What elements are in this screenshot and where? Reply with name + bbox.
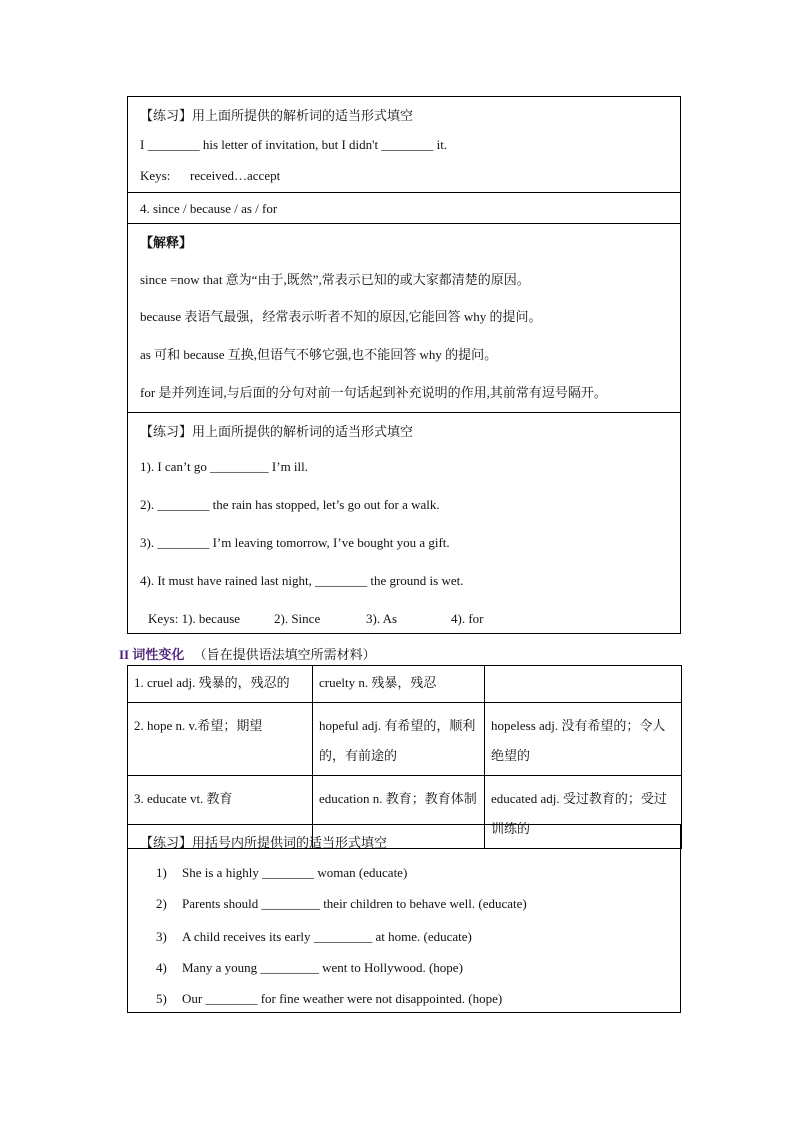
table-cell: educated adj. 受过教育的；受过训练的 [485,776,682,849]
table-cell: 3. educate vt. 教育 [128,776,313,849]
answer-keys-2: 2). Since [274,611,321,626]
practice-box-word-forms [127,824,681,1013]
exercise-number: 1) [156,865,167,880]
table-cell [485,666,682,703]
section-title: 词性变化 [132,647,185,662]
table-cell: cruelty n. 残暴，残忍 [313,666,485,703]
exercise-number: 5) [156,991,167,1006]
keys-value-1: received…accept [190,168,281,183]
practice-title-2: 【练习】用上面所提供的解析词的适当形式填空 [140,424,414,439]
exercise-item: A child receives its early _________ at home. (educate) [182,929,472,944]
exercise-number: 2) [156,896,167,911]
exercise-number: 3) [156,929,167,944]
explain-line-because: because 表语气最强，经常表示听者不知的原因,它能回答 why 的提问。 [140,309,542,324]
explain-title: 【解释】 [140,235,193,250]
exercise-item: 1). I can’t go _________ I’m ill. [140,459,309,474]
answer-keys-1: Keys: 1). because [148,611,241,626]
section-number: II [119,647,130,662]
word-forms-table [127,665,682,849]
practice-sentence-1: I ________ his letter of invitation, but I didn't ________ it. [140,137,448,152]
exercise-item: Parents should _________ their children to behave well. (educate) [182,896,527,911]
content-box-main [127,96,681,634]
section-heading-ii [119,644,376,663]
exercise-item: 2). ________ the rain has stopped, let’s go out for a walk. [140,497,440,512]
exercise-item: Our ________ for fine weather were not disappointed. (hope) [182,991,503,1006]
exercise-number: 4) [156,960,167,975]
section-note: （旨在提供语法填空所需材料） [193,647,376,662]
explain-line-since: since =now that 意为“由于,既然”,常表示已知的或大家都清楚的原因。 [140,272,530,287]
table-row [128,703,682,776]
table-cell: hopeless adj. 没有希望的；令人绝望的 [485,703,682,776]
exercise-item: 3). ________ I’m leaving tomorrow, I’ve bought you a gift. [140,535,450,550]
section-heading-4: 4. since / because / as / for [140,201,278,216]
table-cell: 1. cruel adj. 残暴的，残忍的 [128,666,313,703]
explain-line-for: for 是并列连词,与后面的分句对前一句话起到补充说明的作用,其前常有逗号隔开。 [140,385,607,400]
divider [128,192,680,193]
table-row [128,666,682,703]
practice-title-1: 【练习】用上面所提供的解析词的适当形式填空 [140,108,414,123]
exercise-item: Many a young _________ went to Hollywood. (hope) [182,960,463,975]
exercise-item: 4). It must have rained last night, ________ the ground is wet. [140,573,464,588]
answer-keys-4: 4). for [451,611,484,626]
table-cell: 2. hope n. v.希望；期望 [128,703,313,776]
explain-line-as: as 可和 because 互换,但语气不够它强,也不能回答 why 的提问。 [140,347,498,362]
table-cell: hopeful adj. 有希望的，顺利的，有前途的 [313,703,485,776]
divider [128,223,680,224]
keys-label-1: Keys: [140,168,171,183]
table-cell: education n. 教育；教育体制 [313,776,485,849]
answer-keys-3: 3). As [366,611,398,626]
exercise-item: She is a highly ________ woman (educate) [182,865,408,880]
divider [128,412,680,413]
practice-title-3: 【练习】用括号内所提供词的适当形式填空 [140,835,388,850]
